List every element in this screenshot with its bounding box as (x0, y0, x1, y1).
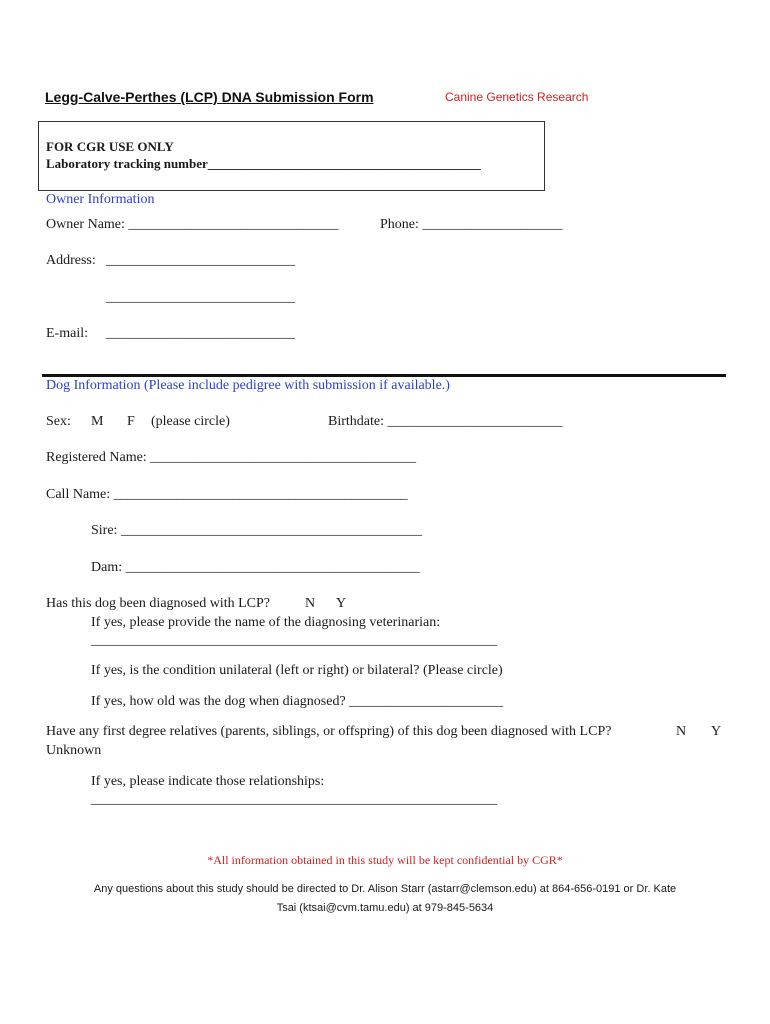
veterinarian-field[interactable]: __________________________________________________________ (91, 633, 497, 648)
relatives-option-unknown[interactable]: Unknown (46, 743, 102, 758)
diagnosed-option-n[interactable]: N (305, 596, 316, 611)
owner-section-label: Owner Information (46, 192, 155, 207)
form-title: Legg-Calve-Perthes (LCP) DNA Submission Form (45, 89, 374, 105)
lab-tracking-number[interactable]: Laboratory tracking number__________________________________________ (46, 156, 481, 171)
address-line-2[interactable]: ___________________________ (106, 290, 295, 305)
email-field[interactable]: ___________________________ (106, 326, 295, 341)
sire-field[interactable]: Sire: ___________________________________________ (91, 523, 422, 538)
relationships-prompt: If yes, please indicate those relationships: (91, 774, 325, 789)
birthdate-field[interactable]: Birthdate: _________________________ (328, 414, 563, 429)
cgr-use-heading: FOR CGR USE ONLY (46, 139, 174, 154)
contact-line-1: Any questions about this study should be directed to Dr. Alison Starr (astarr@clemson.edu) at 864-656-0191 or Dr. Kate (93, 883, 677, 895)
sex-option-f[interactable]: F (127, 414, 135, 429)
section-divider (42, 374, 726, 377)
diagnosed-question: Has this dog been diagnosed with LCP? (46, 596, 270, 611)
sex-option-m[interactable]: M (91, 414, 104, 429)
address-label: Address: (46, 253, 96, 268)
veterinarian-prompt: If yes, please provide the name of the diagnosing veterinarian: (91, 615, 441, 630)
contact-line-2: Tsai (ktsai@cvm.tamu.edu) at 979-845-5634 (276, 902, 494, 914)
relatives-option-y[interactable]: Y (711, 724, 722, 739)
age-at-diagnosis-field[interactable]: If yes, how old was the dog when diagnosed? ______________________ (91, 694, 504, 709)
confidentiality-note: *All information obtained in this study will be kept confidential by CGR* (207, 853, 563, 867)
owner-name-field[interactable]: Owner Name: ______________________________ (46, 217, 339, 232)
relationships-field[interactable]: __________________________________________________________ (91, 792, 497, 807)
dam-field[interactable]: Dam: __________________________________________ (91, 560, 420, 575)
sex-note: (please circle) (151, 414, 230, 429)
laterality-question[interactable]: If yes, is the condition unilateral (left or right) or bilateral? (Please circle) (91, 663, 503, 678)
email-label: E-mail: (46, 326, 88, 341)
org-name: Canine Genetics Research (445, 90, 589, 104)
address-line-1[interactable]: ___________________________ (106, 253, 295, 268)
dog-section-label: Dog Information (Please include pedigree with submission if available.) (46, 378, 450, 393)
sex-label: Sex: (46, 414, 71, 429)
registered-name-field[interactable]: Registered Name: ______________________________________ (46, 450, 417, 465)
relatives-option-n[interactable]: N (676, 724, 687, 739)
call-name-field[interactable]: Call Name: __________________________________________ (46, 487, 408, 502)
phone-field[interactable]: Phone: ____________________ (380, 217, 563, 232)
relatives-question: Have any first degree relatives (parents, siblings, or offspring) of this dog been diagnosed with LCP? (46, 724, 612, 739)
diagnosed-option-y[interactable]: Y (336, 596, 347, 611)
